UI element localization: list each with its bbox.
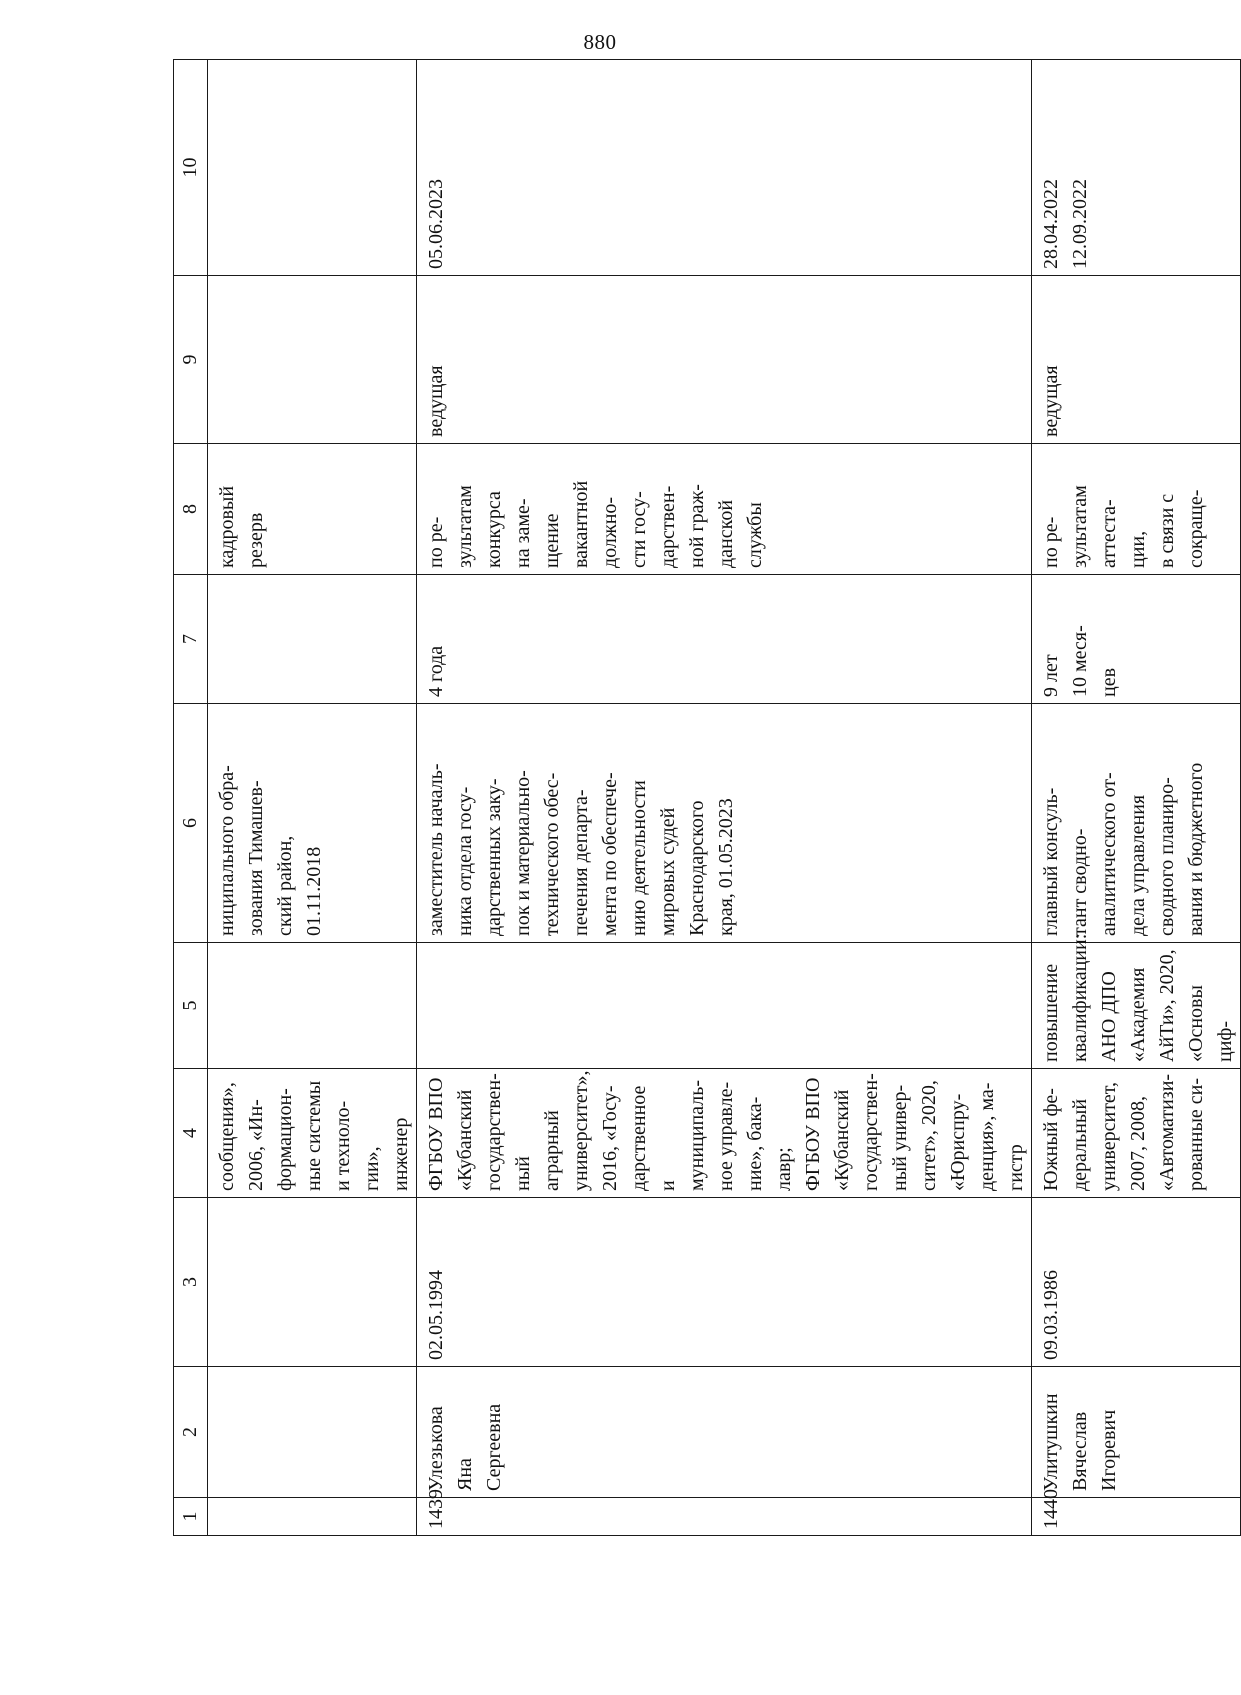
column-header-1: 1 — [174, 1498, 208, 1536]
cell-group: ведущая — [417, 276, 1032, 444]
cell-group — [208, 276, 417, 444]
cell-extra-education — [208, 943, 417, 1069]
column-header-7: 7 — [174, 575, 208, 704]
cell-birth-date — [208, 1198, 417, 1367]
cell-num: 1440 — [1032, 1498, 1241, 1536]
cell-num — [208, 1498, 417, 1536]
table-row — [417, 60, 1032, 1536]
column-header-10: 10 — [174, 60, 208, 276]
column-header-2: 2 — [174, 1367, 208, 1498]
table-row — [208, 60, 417, 1536]
cell-birth-date: 09.03.1986 — [1032, 1198, 1241, 1367]
table-header-row — [174, 60, 208, 1536]
cell-extra-education — [417, 943, 1032, 1069]
cell-date: 05.06.2023 — [417, 60, 1032, 276]
cell-name: Улитушкин Вячеслав Игоревич — [1032, 1367, 1241, 1498]
cell-basis: по ре- зультатам аттеста- ции, в связи с сокраще- — [1032, 444, 1241, 575]
personnel-register-table — [173, 59, 1241, 1536]
cell-tenure — [208, 575, 417, 704]
table-row — [1032, 60, 1241, 1536]
rotated-register-sheet — [173, 70, 1236, 1536]
column-header-3: 3 — [174, 1198, 208, 1367]
cell-name: Улезькова Яна Сергеевна — [417, 1367, 1032, 1498]
cell-education: сообщения», 2006, «Ин- формацион- ные системы и техноло- гии», инженер — [208, 1069, 417, 1198]
cell-basis: по ре- зультатам конкурса на заме- щение вакантной должно- сти госу- дарствен- ной граж- данской службы — [417, 444, 1032, 575]
cell-position: заместитель началь- ника отдела госу- дарственных заку- пок и материально- технического обес- печения департа- мента по обеспече- нию деятельности мировых судей Краснодарского края, 01.05.2023 — [417, 704, 1032, 943]
cell-num: 1439 — [417, 1498, 1032, 1536]
cell-position: главный консуль- тант сводно- аналитического от- дела управления сводного планиро- вания и бюджетного — [1032, 704, 1241, 943]
column-header-5: 5 — [174, 943, 208, 1069]
cell-date: 28.04.2022 12.09.2022 — [1032, 60, 1241, 276]
column-header-6: 6 — [174, 704, 208, 943]
column-header-9: 9 — [174, 276, 208, 444]
column-header-8: 8 — [174, 444, 208, 575]
page-number: 880 — [583, 30, 617, 54]
column-header-4: 4 — [174, 1069, 208, 1198]
cell-tenure: 9 лет 10 меся- цев — [1032, 575, 1241, 704]
cell-extra-education: повышение квалификации: АНО ДПО «Академия АйТи», 2020, «Основы циф- — [1032, 943, 1241, 1069]
cell-education: Южный фе- деральный университет, 2007, 2008, «Автоматизи- рованные си- — [1032, 1069, 1241, 1198]
cell-tenure: 4 года — [417, 575, 1032, 704]
cell-basis: кадровый резерв — [208, 444, 417, 575]
cell-group: ведущая — [1032, 276, 1241, 444]
cell-position: ниципального обра- зования Тимашев- ский район, 01.11.2018 — [208, 704, 417, 943]
cell-birth-date: 02.05.1994 — [417, 1198, 1032, 1367]
cell-name — [208, 1367, 417, 1498]
cell-education: ФГБОУ ВПО «Кубанский государствен- ный аграрный университет», 2016, «Госу- дарственное и муниципаль- ное управле- ние», бака- лавр; ФГБОУ ВПО «Кубанский государствен- ный универ- ситет», 2020, «Юриспру- денция», ма- гистр — [417, 1069, 1032, 1198]
cell-date — [208, 60, 417, 276]
